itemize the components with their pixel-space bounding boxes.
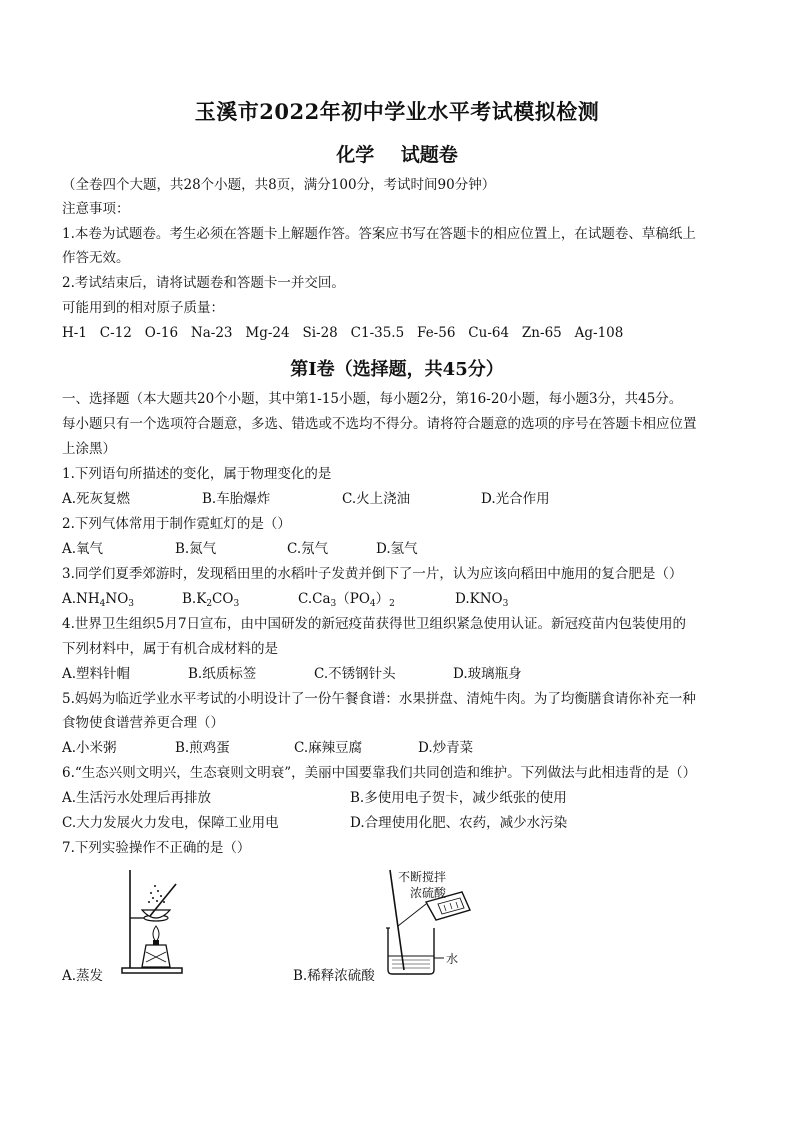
question-5-option-c: C.麻辣豆腐 [294, 740, 363, 756]
atomic-mass-list: H-1 C-12 O-16 Na-23 Mg-24 Si-28 C1-35.5 Fe-56 Cu-64 Zn-65 Ag-108 [62, 325, 624, 341]
question-4-option-d: D.玻璃瓶身 [453, 666, 522, 682]
formula-subscript: 3 [233, 599, 240, 609]
question-2-option-d: D.氢气 [376, 541, 418, 557]
formula-text: NO [105, 591, 129, 607]
question-7-option-a: A.蒸发 [62, 968, 104, 984]
notice-item-2: 2.考试结束后，请将试题卷和答题卡一并交回。 [62, 275, 345, 291]
question-4-option-c: C.不锈钢针头 [314, 666, 396, 682]
question-3-option-c [298, 590, 395, 613]
question-2-option-a: A.氧气 [62, 541, 104, 557]
question-4-option-a: A.塑料针帽 [62, 666, 131, 682]
question-5-option-a: A.小米粥 [62, 740, 117, 756]
question-4-option-b: B.纸质标签 [188, 666, 257, 682]
water-label: 水 [446, 952, 459, 966]
question-6-option-c: C.大力发展火力发电，保障工业用电 [62, 815, 279, 831]
question-1-stem: 1.下列语句所描述的变化，属于物理变化的是 [62, 466, 332, 482]
question-5-option-d: D.炒青菜 [418, 740, 474, 756]
formula-subscript: 3 [128, 599, 134, 609]
formula-subscript: 3 [502, 599, 509, 609]
section-intro-2: 每小题只有一个选项符合题意，多选、错选或不选均不得分。请将符合题意的选项的序号在答题卡相应位置 [62, 416, 697, 432]
question-5-option-b: B.煎鸡蛋 [175, 740, 230, 756]
formula-text: ） [375, 591, 390, 607]
formula-text: CO [212, 591, 234, 607]
section-intro-3: 上涂黑） [62, 441, 116, 457]
exam-title: 玉溪市2022年初中学业水平考试模拟检测 [194, 99, 600, 124]
question-2-option-b: B.氮气 [175, 541, 217, 557]
question-6-option-d: D.合理使用化肥、农药，减少水污染 [350, 815, 568, 831]
question-2-stem: 2.下列气体常用于制作霓虹灯的是（） [62, 516, 291, 532]
section-intro-1: 一、选择题（本大题共20个小题，其中第1-15小题，每小题2分，第16-20小题，每小题3分，共45分。 [62, 391, 683, 407]
question-1-option-c: C.火上浇油 [342, 491, 411, 507]
atomic-mass-title: 可能用到的相对原子质量： [62, 300, 224, 316]
exam-info: （全卷四个大题，共28个小题，共8页，满分100分，考试时间90分钟） [62, 177, 496, 193]
question-5-stem: 5.妈妈为临近学业水平考试的小明设计了一份午餐食谱：水果拼盘、清炖牛肉。为了均衡膳食请你补充一种 [62, 691, 696, 707]
stir-label: 不断搅拌 [398, 870, 447, 884]
formula-text: A.NH [62, 591, 100, 607]
question-4-stem: 4.世界卫生组织5月7日宣布，由中国研发的新冠疫苗获得世卫组织紧急使用认证。新冠疫苗内包装使用的 [62, 616, 687, 632]
question-5-stem-cont: 食物使食谱营养更合理（） [62, 715, 224, 731]
formula-text: C.Ca [298, 591, 331, 607]
formula-subscript: 4 [99, 599, 106, 609]
section-title: 第Ⅰ卷（选择题，共45分） [290, 359, 504, 380]
question-2-option-c: C.氖气 [287, 541, 329, 557]
question-1-option-a: A.死灰复燃 [62, 491, 131, 507]
acid-label: 浓硫酸 [410, 886, 447, 900]
evaporation-apparatus-figure [116, 864, 190, 978]
formula-subscript: 2 [206, 599, 213, 609]
question-1-option-b: B.车胎爆炸 [202, 491, 271, 507]
formula-text: B.K [182, 591, 207, 607]
question-7-stem: 7.下列实验操作不正确的是（） [62, 840, 251, 856]
formula-subscript: 4 [369, 599, 376, 609]
question-3-stem: 3.同学们夏季郊游时，发现稻田里的水稻叶子发黄并倒下了一片，认为应该向稻田中施用的复合肥是（） [62, 566, 683, 582]
question-4-stem-cont: 下列材料中，属于有机合成材料的是 [62, 641, 278, 657]
formula-text: （PO [336, 591, 370, 607]
formula-subscript: 2 [389, 599, 395, 609]
question-3-option-a [62, 590, 134, 613]
question-3-option-b [182, 590, 239, 613]
notice-item-1-cont: 作答无效。 [62, 250, 130, 266]
notice-title: 注意事项： [62, 201, 130, 217]
notice-item-1: 1.本卷为试题卷。考生必须在答题卡上解题作答。答案应书写在答题卡的相应位置上，在试题卷、草稿纸上 [62, 226, 696, 242]
question-7-option-b: B.稀释浓硫酸 [293, 968, 375, 984]
question-6-option-b: B.多使用电子贺卡，减少纸张的使用 [350, 790, 567, 806]
formula-subscript: 3 [330, 599, 337, 609]
question-3-option-d [455, 590, 508, 613]
exam-subtitle: 化学 试题卷 [336, 144, 458, 166]
question-6-stem: 6.“生态兴则文明兴，生态衰则文明衰”，美丽中国要靠我们共同创造和维护。下列做法与此相违背的是（） [62, 765, 697, 781]
question-1-option-d: D.光合作用 [481, 491, 550, 507]
question-6-option-a: A.生活污水处理后再排放 [62, 790, 212, 806]
formula-text: D.KNO [455, 591, 503, 607]
